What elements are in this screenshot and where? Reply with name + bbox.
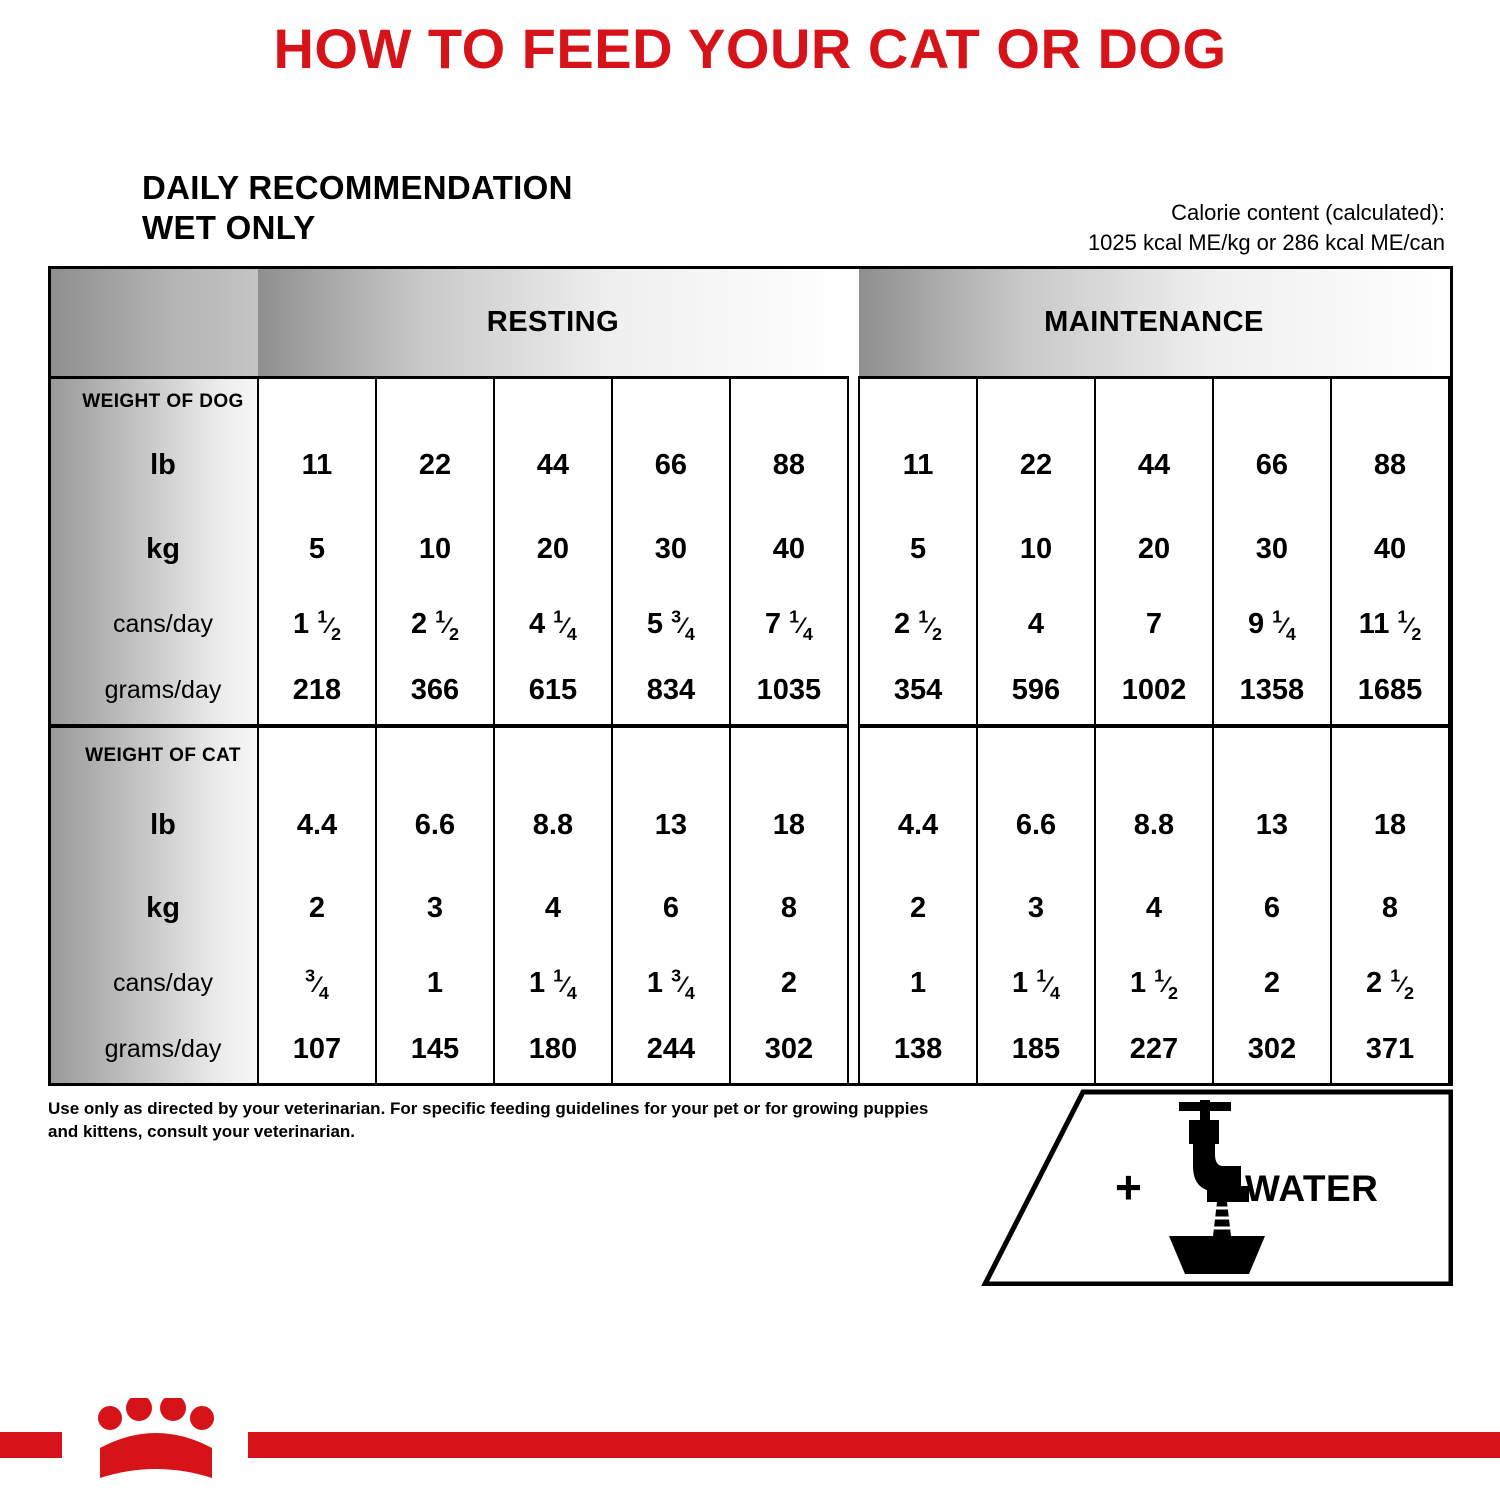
cell-dog-resting-cans-4: 5 $^3⁄_4$ bbox=[612, 591, 730, 657]
spacer bbox=[859, 378, 977, 425]
column-separator bbox=[848, 657, 859, 725]
column-separator bbox=[848, 378, 859, 425]
cell-dog-resting-cans-2: 2 $^1⁄_2$ bbox=[376, 591, 494, 657]
page-title: HOW TO FEED YOUR CAT OR DOG bbox=[273, 17, 1227, 80]
spacer bbox=[730, 726, 848, 784]
cell-cat-maintenance-grams-4: 302 bbox=[1213, 1017, 1331, 1083]
daily-recommendation-line-1: DAILY RECOMMENDATION bbox=[142, 169, 573, 206]
water-label: WATER bbox=[1245, 1168, 1379, 1209]
spacer bbox=[258, 726, 376, 784]
cell-cat-resting-lb-5: 18 bbox=[730, 783, 848, 866]
column-separator bbox=[848, 508, 859, 591]
cell-cat-maintenance-kg-4: 6 bbox=[1213, 867, 1331, 950]
cell-dog-maintenance-lb-2: 22 bbox=[977, 424, 1095, 507]
table-row bbox=[51, 591, 1449, 657]
spacer bbox=[258, 378, 376, 425]
spacer bbox=[1331, 726, 1449, 784]
column-separator bbox=[848, 1017, 859, 1083]
group-header-resting: RESTING bbox=[258, 269, 848, 378]
cell-cat-resting-lb-4: 13 bbox=[612, 783, 730, 866]
spacer bbox=[859, 726, 977, 784]
row-label-cat-kg: kg bbox=[51, 867, 258, 950]
cell-dog-maintenance-grams-3: 1002 bbox=[1095, 657, 1213, 725]
cell-dog-maintenance-lb-4: 66 bbox=[1213, 424, 1331, 507]
cell-cat-resting-cans-3: 1 $^1⁄_4$ bbox=[494, 950, 612, 1016]
cell-cat-maintenance-cans-4: 2 bbox=[1213, 950, 1331, 1016]
cell-dog-maintenance-lb-1: 11 bbox=[859, 424, 977, 507]
cell-cat-maintenance-grams-2: 185 bbox=[977, 1017, 1095, 1083]
cell-cat-maintenance-lb-3: 8.8 bbox=[1095, 783, 1213, 866]
spacer bbox=[1213, 726, 1331, 784]
cell-dog-maintenance-lb-5: 88 bbox=[1331, 424, 1449, 507]
cell-dog-maintenance-cans-3: 7 bbox=[1095, 591, 1213, 657]
feeding-table-container bbox=[48, 266, 1453, 1086]
calorie-content-value: 1025 kcal ME/kg or 286 kcal ME/can bbox=[1087, 229, 1445, 255]
cell-cat-resting-cans-4: 1 $^3⁄_4$ bbox=[612, 950, 730, 1016]
weight-of-cat-label: WEIGHT OF CAT bbox=[51, 726, 258, 784]
cell-cat-maintenance-grams-3: 227 bbox=[1095, 1017, 1213, 1083]
cell-cat-maintenance-grams-5: 371 bbox=[1331, 1017, 1449, 1083]
row-label-cat-cans-day: cans/day bbox=[51, 950, 258, 1016]
daily-recommendation-line-2: WET ONLY bbox=[142, 209, 316, 247]
spacer bbox=[376, 726, 494, 784]
table-row bbox=[51, 657, 1449, 725]
royal-canin-crown-icon bbox=[92, 1398, 222, 1484]
cell-cat-resting-cans-1: $^3⁄_4$ bbox=[258, 950, 376, 1016]
spacer bbox=[1095, 726, 1213, 784]
calorie-content-label: Calorie content (calculated): bbox=[1171, 200, 1445, 225]
spacer bbox=[977, 726, 1095, 784]
cell-cat-resting-kg-4: 6 bbox=[612, 867, 730, 950]
cell-dog-maintenance-cans-4: 9 $^1⁄_4$ bbox=[1213, 591, 1331, 657]
row-label-cat-lb: lb bbox=[51, 783, 258, 866]
table-row bbox=[51, 867, 1449, 950]
row-label-dog-cans-day: cans/day bbox=[51, 591, 258, 657]
cell-cat-maintenance-cans-3: 1 $^1⁄_2$ bbox=[1095, 950, 1213, 1016]
cell-cat-maintenance-kg-5: 8 bbox=[1331, 867, 1449, 950]
group-header-maintenance: MAINTENANCE bbox=[859, 269, 1449, 378]
brand-bar bbox=[0, 1380, 1500, 1500]
cell-dog-resting-lb-3: 44 bbox=[494, 424, 612, 507]
cell-dog-maintenance-cans-1: 2 $^1⁄_2$ bbox=[859, 591, 977, 657]
row-label-dog-lb: lb bbox=[51, 424, 258, 507]
calorie-content-block bbox=[1088, 198, 1445, 257]
spacer bbox=[494, 726, 612, 784]
cell-cat-resting-grams-3: 180 bbox=[494, 1017, 612, 1083]
cell-cat-resting-kg-1: 2 bbox=[258, 867, 376, 950]
cell-dog-resting-lb-1: 11 bbox=[258, 424, 376, 507]
spacer bbox=[977, 378, 1095, 425]
table-row bbox=[51, 1017, 1449, 1083]
cell-cat-resting-grams-1: 107 bbox=[258, 1017, 376, 1083]
spacer bbox=[612, 726, 730, 784]
cell-cat-resting-cans-2: 1 bbox=[376, 950, 494, 1016]
column-separator bbox=[848, 867, 859, 950]
cell-dog-maintenance-kg-4: 30 bbox=[1213, 508, 1331, 591]
cell-dog-maintenance-cans-5: 11 $^1⁄_2$ bbox=[1331, 591, 1449, 657]
cell-cat-maintenance-cans-5: 2 $^1⁄_2$ bbox=[1331, 950, 1449, 1016]
weight-of-dog-label: WEIGHT OF DOG bbox=[51, 378, 258, 425]
header-blank-cell bbox=[51, 269, 258, 378]
disclaimer-text: Use only as directed by your veterinarian. For specific feeding guidelines for your pet or for growing puppies and kittens, consult your veterinarian. bbox=[48, 1099, 929, 1141]
cell-dog-maintenance-grams-5: 1685 bbox=[1331, 657, 1449, 725]
cell-cat-maintenance-grams-1: 138 bbox=[859, 1017, 977, 1083]
table-group-header-row bbox=[51, 269, 1449, 378]
cell-dog-resting-grams-3: 615 bbox=[494, 657, 612, 725]
cell-dog-resting-kg-4: 30 bbox=[612, 508, 730, 591]
cell-cat-maintenance-kg-1: 2 bbox=[859, 867, 977, 950]
cell-cat-maintenance-kg-2: 3 bbox=[977, 867, 1095, 950]
table-row bbox=[51, 950, 1449, 1016]
cell-cat-resting-cans-5: 2 bbox=[730, 950, 848, 1016]
spacer bbox=[730, 378, 848, 425]
cell-dog-maintenance-grams-4: 1358 bbox=[1213, 657, 1331, 725]
plus-symbol: + bbox=[1115, 1161, 1142, 1213]
cell-cat-maintenance-lb-1: 4.4 bbox=[859, 783, 977, 866]
cell-dog-resting-grams-4: 834 bbox=[612, 657, 730, 725]
cell-cat-resting-grams-2: 145 bbox=[376, 1017, 494, 1083]
cell-dog-resting-lb-4: 66 bbox=[612, 424, 730, 507]
table-row bbox=[51, 783, 1449, 866]
cell-dog-maintenance-kg-5: 40 bbox=[1331, 508, 1449, 591]
cell-dog-resting-kg-3: 20 bbox=[494, 508, 612, 591]
table-row bbox=[51, 508, 1449, 591]
cell-dog-resting-grams-5: 1035 bbox=[730, 657, 848, 725]
cell-dog-resting-grams-1: 218 bbox=[258, 657, 376, 725]
spacer bbox=[1095, 378, 1213, 425]
cell-dog-resting-grams-2: 366 bbox=[376, 657, 494, 725]
column-separator bbox=[848, 424, 859, 507]
cell-dog-resting-cans-1: 1 $^1⁄_2$ bbox=[258, 591, 376, 657]
cell-dog-maintenance-cans-2: 4 bbox=[977, 591, 1095, 657]
cell-cat-maintenance-cans-1: 1 bbox=[859, 950, 977, 1016]
cell-cat-resting-lb-3: 8.8 bbox=[494, 783, 612, 866]
row-label-dog-kg: kg bbox=[51, 508, 258, 591]
row-label-dog-grams-day: grams/day bbox=[51, 657, 258, 725]
cell-cat-resting-lb-2: 6.6 bbox=[376, 783, 494, 866]
water-callout bbox=[975, 1086, 1453, 1286]
cell-cat-resting-kg-5: 8 bbox=[730, 867, 848, 950]
column-separator bbox=[848, 591, 859, 657]
cell-dog-resting-lb-2: 22 bbox=[376, 424, 494, 507]
column-separator bbox=[848, 950, 859, 1016]
cell-cat-resting-grams-4: 244 bbox=[612, 1017, 730, 1083]
table-row bbox=[51, 424, 1449, 507]
cell-cat-resting-lb-1: 4.4 bbox=[258, 783, 376, 866]
column-separator bbox=[848, 783, 859, 866]
cell-dog-maintenance-grams-1: 354 bbox=[859, 657, 977, 725]
cell-cat-maintenance-lb-5: 18 bbox=[1331, 783, 1449, 866]
cell-dog-maintenance-kg-3: 20 bbox=[1095, 508, 1213, 591]
cell-dog-resting-kg-1: 5 bbox=[258, 508, 376, 591]
row-label-cat-grams-day: grams/day bbox=[51, 1017, 258, 1083]
spacer bbox=[1331, 378, 1449, 425]
cell-dog-resting-kg-2: 10 bbox=[376, 508, 494, 591]
cell-dog-resting-cans-5: 7 $^1⁄_4$ bbox=[730, 591, 848, 657]
cell-dog-resting-kg-5: 40 bbox=[730, 508, 848, 591]
feeding-table bbox=[51, 269, 1450, 1083]
cell-dog-maintenance-kg-2: 10 bbox=[977, 508, 1095, 591]
cell-dog-maintenance-grams-2: 596 bbox=[977, 657, 1095, 725]
column-separator bbox=[848, 726, 859, 784]
spacer bbox=[376, 378, 494, 425]
cat-section-label-row bbox=[51, 726, 1449, 784]
cell-dog-maintenance-lb-3: 44 bbox=[1095, 424, 1213, 507]
cell-cat-maintenance-kg-3: 4 bbox=[1095, 867, 1213, 950]
cell-cat-maintenance-lb-4: 13 bbox=[1213, 783, 1331, 866]
spacer bbox=[494, 378, 612, 425]
dog-section-label-row bbox=[51, 378, 1449, 425]
cell-dog-resting-cans-3: 4 $^1⁄_4$ bbox=[494, 591, 612, 657]
cell-dog-resting-lb-5: 88 bbox=[730, 424, 848, 507]
spacer bbox=[612, 378, 730, 425]
daily-recommendation-heading bbox=[142, 168, 573, 249]
spacer bbox=[1213, 378, 1331, 425]
cell-cat-resting-kg-2: 3 bbox=[376, 867, 494, 950]
cell-cat-maintenance-lb-2: 6.6 bbox=[977, 783, 1095, 866]
header-separator bbox=[848, 269, 859, 378]
cell-dog-maintenance-kg-1: 5 bbox=[859, 508, 977, 591]
cell-cat-resting-kg-3: 4 bbox=[494, 867, 612, 950]
cell-cat-resting-grams-5: 302 bbox=[730, 1017, 848, 1083]
cell-cat-maintenance-cans-2: 1 $^1⁄_4$ bbox=[977, 950, 1095, 1016]
